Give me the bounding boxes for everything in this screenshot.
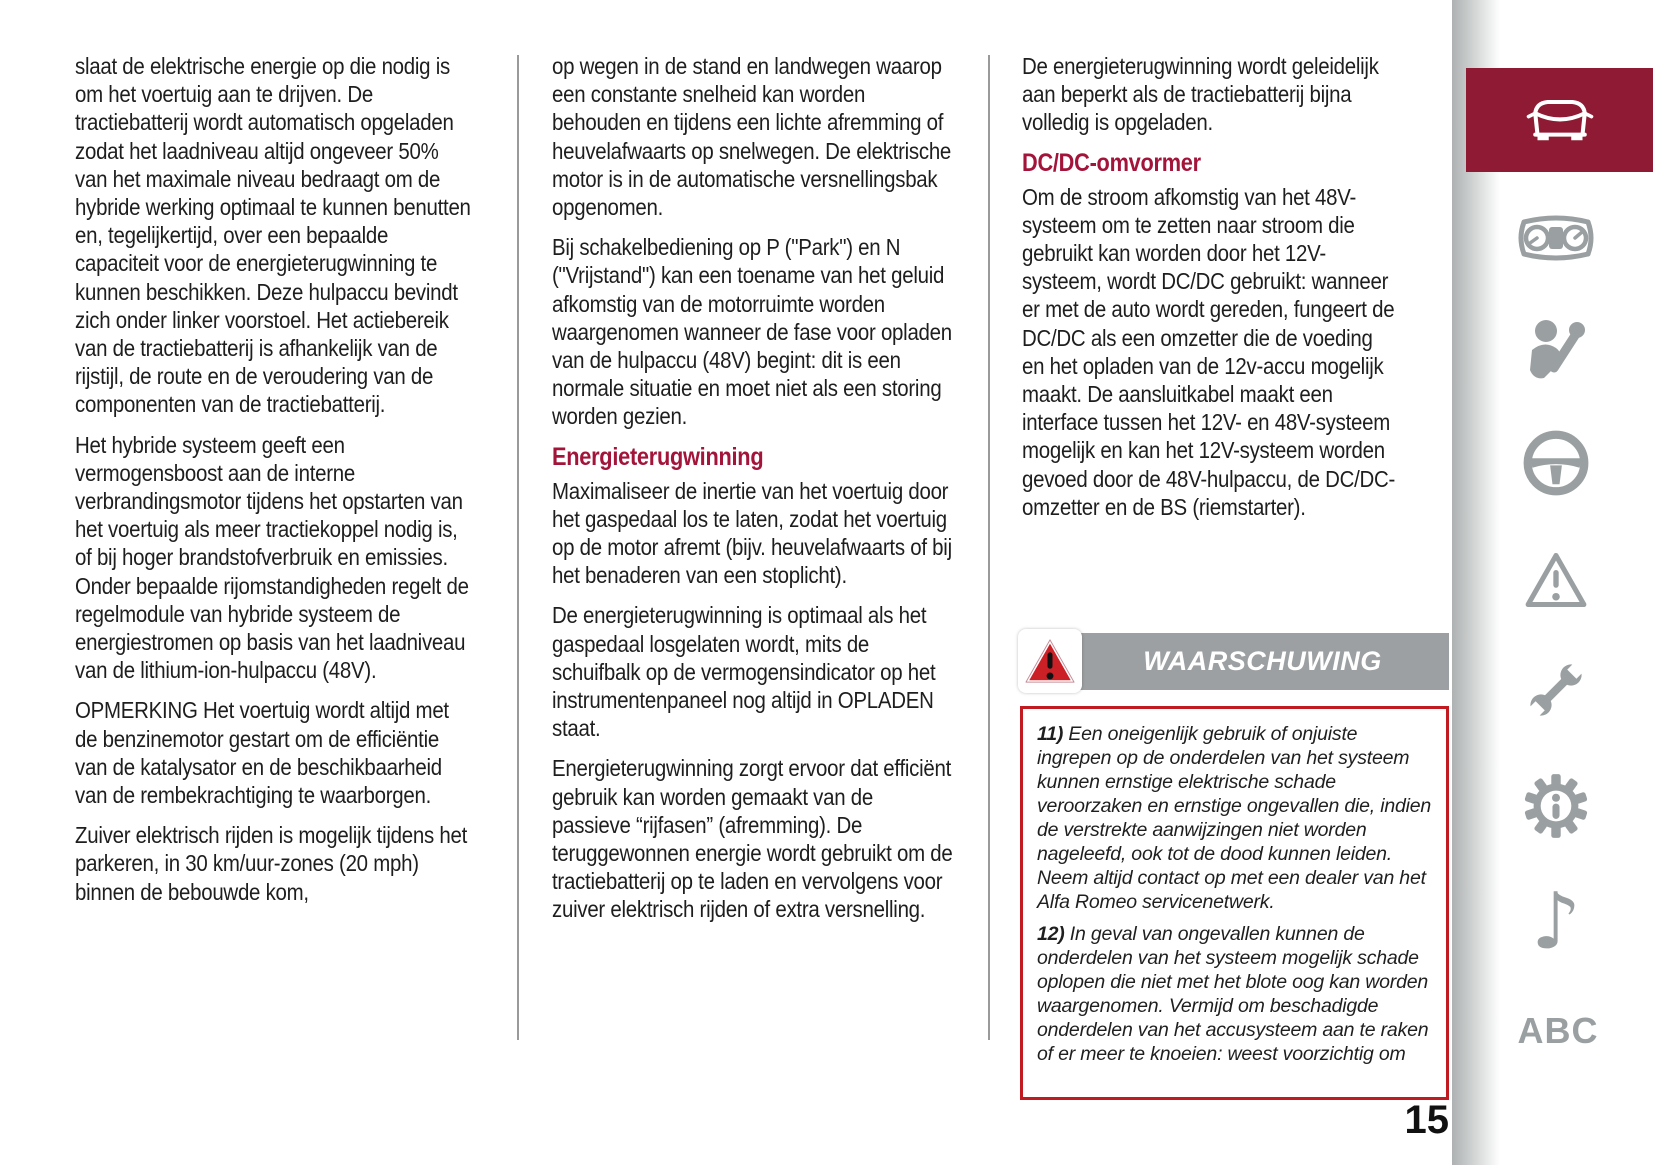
warning-item-text: Een oneigenlijk gebruik of onjuiste ingrepen op de onderdelen van het systeem kunnen ernstige elektrische schade veroorzaken en ernstige ongevallen die, indien de verstrekte aanwijzingen niet worden nageleefd, ook tot de dood kunnen leiden. Neem altijd contact op met een dealer van het Alfa Romeo servicenetwerk. [1037,723,1432,913]
sidebar-item-service[interactable] [1523,657,1589,723]
paragraph: De energieterugwinning is optimaal als het gaspedaal losgelaten wordt, mits de schuifbalk op de vermogensindicator op het instrumentenpaneel nog altijd in OPLADEN staat. [552,602,936,742]
column-divider [517,55,519,1040]
sidebar-item-index-abc[interactable]: ABC [1517,1010,1599,1051]
warning-triangle-badge [1018,629,1082,693]
wrench-icon [1523,657,1589,723]
paragraph: Het hybride systeem geeft een vermogensboost aan de interne verbrandingsmotor tijdens het opstarten van het voertuig als meer tractiekoppel nodig is, of bij hoger brandstofverbruik en emissies. Onder bepaalde rijomstandigheden regelt de regelmodule van hybride systeem de energiestromen op basis van het laadniveau van de lithium-ion-hulpaccu (48V). [75,431,469,684]
warning-note-box [1020,706,1449,1100]
paragraph: Zuiver elektrisch rijden is mogelijk tijdens het parkeren, in 30 km/uur-zones (20 mph) binnen de bebouwde kom, [75,822,468,905]
car-front-icon [1524,95,1596,145]
column-divider [988,55,990,1040]
paragraph: Bij schakelbediening op P ("Park") en N ("Vrijstand") kan een toename van het geluid afkomstig van de motorruimte worden waargenomen wanneer de fase voor opladen van de hulpaccu (48V) begint: dit is een normale situatie en moet niet als een storing worden gezien. [552,234,952,430]
music-note-icon: ♪ [1531,877,1581,967]
sidebar-item-emergency[interactable] [1524,551,1588,609]
gear-info-icon [1523,773,1589,839]
sidebar-gradient-strip [1452,0,1500,1165]
paragraph: op wegen in de stand en landwegen waarop een constante snelheid kan worden behouden en tijdens een lichte afremming of heuvelafwaarts op snelwegen. De elektrische motor is in de automatische versnellingsbak opgenomen. [552,53,952,221]
column-right [1022,52,1398,533]
instrument-cluster-icon [1516,212,1596,264]
warning-item-11 [1037,722,1432,914]
sidebar-item-vehicle-active[interactable] [1466,68,1653,172]
page-number: 15 [1404,1098,1449,1142]
sidebar-item-multimedia[interactable] [1521,877,1591,967]
paragraph: Energieterugwinning zorgt ervoor dat efficiënt gebruik kan worden gemaakt van de passieve “rijfasen” (afremming). De teruggewonnen energie wordt gebruikt om de tractiebatterij op te laden en vervolgens voor zuiver elektrisch rijden of extra versnelling. [552,755,953,923]
column-middle [552,52,956,936]
warning-header-bar [1020,633,1449,690]
warning-title: WAARSCHUWING [1143,646,1382,676]
sidebar-item-driving[interactable] [1523,430,1589,496]
airbag-safety-icon [1524,318,1588,382]
steering-wheel-icon [1523,430,1589,496]
sidebar-item-instruments[interactable] [1516,212,1596,264]
paragraph: De energieterugwinning wordt geleidelijk aan beperkt als de tractiebatterij bijna volledig is opgeladen. [1022,53,1379,136]
section-heading-energieterugwinning: Energieterugwinning [552,442,764,471]
warning-triangle-icon [1524,551,1588,609]
alert-triangle-icon [1023,636,1077,686]
section-heading-dcdc-omvormer: DC/DC-omvormer [1022,148,1201,177]
sidebar-item-safety[interactable] [1524,318,1588,382]
paragraph: OPMERKING Het voertuig wordt altijd met de benzinemotor gestart om de efficiëntie van de katalysator en de beschikbaarheid van de rembekrachtiging te waarborgen. [75,697,449,809]
paragraph: Maximaliseer de inertie van het voertuig door het gaspedaal los te laten, zodat het voertuig op de motor afremt (bijv. heuvelafwaarts of bij het benaderen van een stoplicht). [552,477,952,589]
warning-item-number: 12) [1037,923,1065,945]
warning-item-text: In geval van ongevallen kunnen de onderdelen van het systeem mogelijk schade oplopen die niet met het blote oog kan worden waargenomen. Vermijd om beschadigde onderdelen van het accusysteem aan te raken of er meer te knoeien: weest voorzichtig om [1037,923,1429,1065]
paragraph: slaat de elektrische energie op die nodig is om het voertuig aan te drijven. De tractiebatterij wordt automatisch opgeladen zodat het laadniveau altijd ongeveer 50% van het maximale niveau bedraagt om de hybride werking optimaal te kunnen benutten en, tegelijkertijd, over een bepaalde capaciteit voor de energieterugwinning te kunnen beschikken. Deze hulpaccu bevindt zich onder linker voorstoel. Het actiebereik van de tractiebatterij is afhankelijk van de rijstijl, de route en de veroudering van de componenten van de tractiebatterij. [75,53,471,418]
paragraph: Om de stroom afkomstig van het 48V-systeem om te zetten naar stroom die gebruikt kan worden door het 12V-systeem, wordt DC/DC gebruikt: wanneer er met de auto wordt gereden, fungeert de DC/DC als een omzetter die de voeding en het opladen van de 12v-accu mogelijk maakt. De aansluitkabel maakt een interface tussen het 12V- en 48V-systeem mogelijk en kan het 12V-systeem worden gevoed door de 48V-hulpaccu, de DC/DC-omzetter en de BS (riemstarter). [1022,183,1396,520]
warning-item-number: 11) [1037,723,1064,745]
warning-item-12 [1037,922,1432,1066]
column-left [75,52,475,918]
sidebar-item-technical-info[interactable] [1523,773,1589,839]
